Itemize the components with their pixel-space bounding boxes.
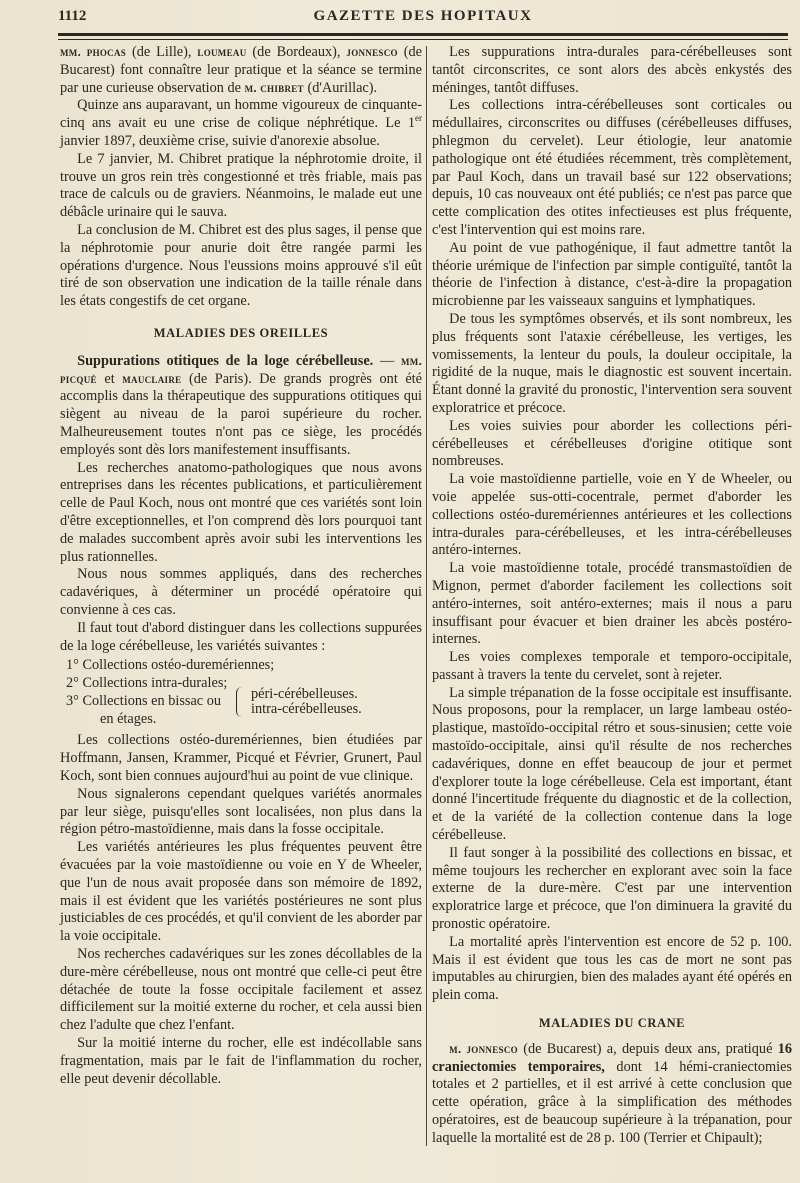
column-divider bbox=[426, 46, 427, 1146]
paragraph: La conclusion de M. Chibret est des plus sages, il pense que la néphrotomie pour anurie doit être rangée parmi les opérations d'urgence. Nous l'eussions moins approuvé s'il eût tiré de son observation une indication de la taille rénale dans les états congestifs de cet organe. bbox=[60, 221, 422, 310]
collection-list bbox=[60, 657, 422, 728]
bracket-group bbox=[60, 675, 422, 728]
right-column bbox=[432, 44, 792, 1148]
paragraph: mm. phocas (de Lille), loumeau (de Bordeaux), jonnesco (de Bucarest) font connaître leur pratique et la séance se termine par une curieuse observation de m. chibret (d'Aurillac). bbox=[60, 44, 422, 96]
list-item: 1° Collections ostéo-duremériennes; bbox=[66, 657, 275, 674]
paragraph: La voie mastoïdienne totale, procédé transmastoïdien de Mignon, permet d'aborder facilement les collections soit antéro-internes, soit antéro-externes; mais il nous a paru insuffisant pour évacuer et bien drainer les abcès postéro-internes. bbox=[432, 560, 792, 648]
paragraph: La simple trépanation de la fosse occipitale est insuffisante. Nous proposons, pour la remplacer, un large lambeau ostéo-plastique, mastoïdo-occipital rétro et sous-sinusien; cette voie mastoïdo-occipitale, ainsi qu'il résulte de nos recherches cadavériques, donne en effet beaucoup de jour et permet d'explorer toute la loge cérébelleuse. Cela est important, étant donné l'incertitude fréquente du diagnostic et de la collection, et de la variété de la collection contenue dans la loge cérébelleuse. bbox=[432, 684, 792, 844]
paragraph: Les voies suivies pour aborder les collections péri-cérébelleuses et cérébelleuses d'origine otitique sont nombreuses. bbox=[432, 417, 792, 470]
page-header bbox=[58, 6, 788, 30]
paragraph: Quinze ans auparavant, un homme vigoureux de cinquante-cinq ans avait eu une crise de colique néphrétique. Le 1er janvier 1897, deuxième crise, suivie d'anorexie absolue. bbox=[60, 97, 422, 149]
sub-item: péri-cérébelleuses. bbox=[251, 685, 358, 702]
paragraph: Les collections intra-cérébelleuses sont corticales ou médullaires, circonscrites ou diffuses (cérébelleuses diffuses, phlegmon du cervelet). Leur étiologie, leur anatomie pathologique ont été étudiées récemment, très complètement, par Paul Koch, dans un travail basé sur 122 observations; depuis, 10 cas nouveaux ont été publiés; ce n'est pas parce que cette complication des otites infectieuses est plus fréquente, c'est l'intervention qui est moins rare. bbox=[432, 97, 792, 238]
running-title: GAZETTE DES HOPITAUX bbox=[313, 8, 533, 24]
paragraph: Nous nous sommes appliqués, dans des recherches cadavériques, à déterminer un procédé opératoire qui convienne à ces cas. bbox=[60, 566, 422, 618]
paragraph: Les recherches anatomo-pathologiques que nous avons entreprises dans les récentes publications, et particulièrement celle de Paul Koch, nous ont montré que ces variétés sont loin d'être exceptionnelles, et l'on comprend dès lors pourquoi tant de malades succombent après avoir subi les interventions les plus rationnelles. bbox=[60, 459, 422, 565]
author-name: mm. phocas bbox=[60, 45, 127, 59]
paragraph: Sur la moitié interne du rocher, elle est indécollable sans fragmentation, mais par le fait de l'inflammation du rocher, elle peut devenir décollable. bbox=[60, 1035, 422, 1087]
header-rule-thin bbox=[58, 39, 788, 40]
paragraph: Les suppurations intra-durales para-cérébelleuses sont tantôt circonscrites, ce sont alors des abcès enkystés des méninges, tantôt diffuses. bbox=[432, 44, 792, 96]
list-item: 2° Collections intra-durales; bbox=[66, 675, 228, 692]
list-item: 3° Collections en bissac ou bbox=[66, 692, 222, 709]
author-name: jonnesco bbox=[346, 45, 398, 59]
paragraph: Nos recherches cadavériques sur les zones décollables de la dure-mère cérébelleuse, nous ont montré que celle-ci peut être détachée de toute la fosse occipitale facilement et assez difficilement sur la moitié externe du rocher, et cela aussi bien chez l'adulte que chez l'enfant. bbox=[60, 946, 422, 1034]
paragraph: Nous signalerons cependant quelques variétés anormales par leur siège, puisqu'elles sont localisées, non plus dans la région pétro-mastoïdienne, mais dans la fosse occipitale. bbox=[60, 785, 422, 838]
list-item-continuation: en étages. bbox=[100, 710, 157, 727]
author-name: loumeau bbox=[197, 45, 247, 59]
paragraph: Suppurations otitiques de la loge cérébelleuse. — mm. picqué et mauclaire (de Paris). De grands progrès ont été accomplis dans la thérapeutique des suppurations otitiques qui siègent au niveau de la paroi supérieure du rocher. Malheureusement toutes n'ont pas ce siège, les procédés employés sont dès lors manifestement insuffisants. bbox=[60, 352, 422, 458]
paragraph: Au point de vue pathogénique, il faut admettre tantôt la théorie urémique de l'infection par simple contiguïté, tantôt la théorie de l'infection à distance, c'est-à-dire la propagation microbienne par les vaisseaux sanguins et lymphatiques. bbox=[432, 239, 792, 310]
sub-item: intra-cérébelleuses. bbox=[251, 700, 362, 717]
paragraph: m. jonnesco (de Bucarest) a, depuis deux ans, pratiqué 16 craniectomies temporaires, dont 14 hémi-craniectomies totales et 2 partielles, et il est arrivé à cette conclusion que cette opération, grâce à la simplification des méthodes opératoires, est de beaucoup supérieure à la trépanation, pour laquelle la mortalité est de 28 p. 100 (Terrier et Chipault); bbox=[432, 1040, 792, 1146]
section-heading-crane: MALADIES DU CRANE bbox=[538, 1016, 686, 1031]
paragraph: Les voies complexes temporale et temporo-occipitale, passant à travers la tente du cervelet, sont à rejeter. bbox=[432, 649, 792, 683]
paragraph: Les variétés antérieures les plus fréquentes peuvent être évacuées par la voie mastoïdienne ou voie en Y de Wheeler, que l'un de nous avait proposée dans son mémoire de 1892, mais il est évident que les variétés postérieures ne sont plus justiciables de ces procédés, et qu'il convient de les aborder par la voie occipitale. bbox=[60, 839, 422, 945]
author-name: m. chibret bbox=[244, 80, 304, 95]
section-heading-oreilles: MALADIES DES OREILLES bbox=[153, 325, 329, 340]
paragraph: Les collections ostéo-duremériennes, bien étudiées par Hoffmann, Jansen, Krammer, Picqué et Février, Grunert, Paul Koch, sont bien connues aujourd'hui au point de vue clinique. bbox=[60, 732, 422, 785]
bold-phrase: 16 craniectomies temporaires, bbox=[432, 1040, 792, 1075]
paragraph: Il faut songer à la possibilité des collections en bissac, et même toujours les rechercher en explorant avec soin la face externe de la dure-mère. C'est par une intervention exploratrice large et précoce, que l'on diminuera la gravité du pronostic opératoire. bbox=[432, 844, 792, 933]
page-number: 1112 bbox=[58, 8, 87, 24]
article-title: Suppurations otitiques de la loge cérébelleuse. bbox=[77, 352, 374, 369]
header-rule-thick bbox=[58, 33, 788, 36]
paragraph: Le 7 janvier, M. Chibret pratique la néphrotomie droite, il trouve un gros rein très congestionné et très friable, mais pas trace de calculs ou de graviers. Néanmoins, le malade eut une débâcle urinaire qui le sauva. bbox=[60, 150, 422, 221]
paragraph: De tous les symptômes observés, et ils sont nombreux, les plus fréquents sont l'ataxie cérébelleuse, les vertiges, les vomissements, la lenteur du pouls, la douleur occipitale, la rigidité de la nuque, mais le diagnostic est souvent incertain. Étant donné la gravité du pronostic, l'intervention sera souvent exploratrice et précoce. bbox=[432, 310, 792, 416]
author-name: m. jonnesco bbox=[449, 1041, 518, 1056]
brace-symbol bbox=[236, 687, 245, 717]
author-name: mauclaire bbox=[122, 371, 182, 386]
author-name: mm. picqué bbox=[60, 353, 422, 386]
left-column bbox=[60, 44, 422, 1088]
paragraph: Il faut tout d'abord distinguer dans les collections suppurées de la loge cérébelleuse, les variétés suivantes : bbox=[60, 619, 422, 654]
paragraph: La mortalité après l'intervention est encore de 52 p. 100. Mais il est évident que tous les cas de mort ne sont pas imputables au chirurgien, bien des malades ayant été opérés en plein coma. bbox=[432, 933, 792, 1004]
paragraph: La voie mastoïdienne partielle, voie en Y de Wheeler, ou voie appelée sus-otti-cocentrale, permet d'aborder les collections ostéo-duremériennes antérieures et les collections intra-durales para-cérébelleuses, et les intra-cérébelleuses antéro-internes. bbox=[432, 471, 792, 559]
